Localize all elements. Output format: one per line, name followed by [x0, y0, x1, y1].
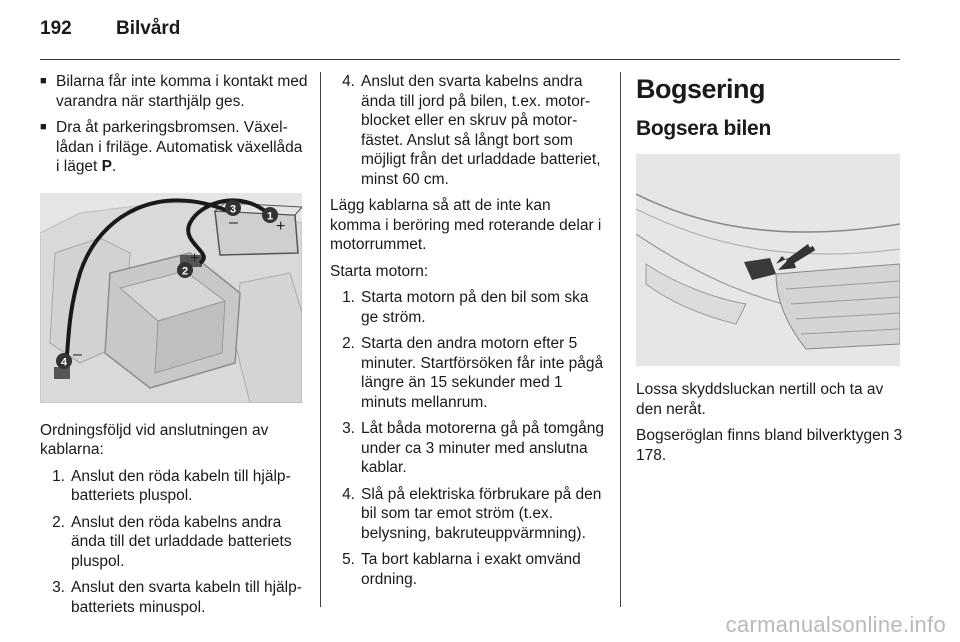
chapter-heading: Bogsering [636, 74, 766, 104]
column-3 [636, 72, 906, 472]
gear-position-p: P [101, 158, 113, 175]
section-title: Bilvård [116, 18, 181, 39]
column-2 [330, 72, 604, 596]
marker-3: 3 [229, 203, 237, 215]
marker-4: 4 [60, 356, 68, 368]
bullet-square-icon: ■ [40, 75, 47, 87]
plus-sign: + [276, 217, 286, 235]
numbered-step: 1. Starta motorn på den bil som ska ge ström. [342, 289, 589, 326]
watermark: carmanualsonline.info [725, 612, 946, 637]
column-1 [40, 72, 308, 624]
tow-cover-figure [636, 154, 900, 366]
minus-sign: – [73, 345, 82, 363]
column-divider-2 [620, 72, 621, 607]
cable-routing-note: Lägg kablarna så att de inte kan komma i beröring med roterande delar i motorrummet. [330, 197, 602, 253]
page-reference: 3 178. [636, 427, 903, 464]
column-divider-1 [320, 72, 321, 607]
start-engine-heading: Starta motorn: [330, 262, 429, 280]
numbered-step: 2. Anslut den röda kabelns andra ända till det urladdade batteriets pluspol. [52, 513, 292, 570]
jump-start-figure [40, 193, 302, 403]
bullet-square-icon: ■ [40, 121, 47, 133]
order-intro: Ordningsföljd vid anslutningen av kablarna: [40, 421, 269, 458]
header-divider [40, 59, 900, 60]
numbered-step: 3. Låt båda motorerna gå på tomgång under ca 3 minuter med anslutna kablar. [342, 420, 605, 476]
tow-eye-location: Bogseröglan finns bland bilverktygen 3 178. [636, 427, 903, 464]
numbered-step: 3. Anslut den svarta kabeln till hjälpbatteriets minuspol. [52, 579, 302, 616]
numbered-step: 4. Anslut den svarta kabelns andra ända till jord på bilen, t.ex. motorblocket eller en skruv på motorfästet. Anslut så långt bort som möjligt från det urladdade batteriet, minst 60 cm. [342, 73, 601, 188]
marker-2: 2 [181, 265, 189, 277]
section-heading: Bogsera bilen [636, 117, 771, 140]
bullet-item [40, 118, 308, 177]
numbered-step: 2. Starta den andra motorn efter 5 minuter. Startförsöken får inte pågå längre än 15 sekunder med 1 minuts mellanrum. [342, 335, 604, 411]
minus-sign: – [229, 213, 238, 231]
numbered-step: 1. Anslut den röda kabeln till hjälpbatteriets pluspol. [52, 467, 291, 504]
bullet-item [40, 72, 308, 111]
numbered-step: 4. Slå på elektriska förbrukare på den bil som tar emot ström (t.ex. belysning, bakruteuppvärmning). [342, 485, 602, 542]
marker-1: 1 [266, 210, 274, 222]
page-header [40, 18, 180, 48]
bullet-text: Bilarna får inte komma i kontakt med varandra när starthjälp ges. [56, 73, 308, 110]
plus-sign: + [190, 249, 200, 267]
bullet-text: Dra åt parkeringsbromsen. Växellådan i friläge. Automatisk växellåda i läget P. [56, 119, 303, 175]
numbered-step: 5. Ta bort kablarna i exakt omvänd ordning. [342, 551, 581, 588]
cover-instruction: Lossa skyddsluckan nertill och ta av den neråt. [636, 381, 884, 418]
page-number: 192 [40, 18, 72, 39]
